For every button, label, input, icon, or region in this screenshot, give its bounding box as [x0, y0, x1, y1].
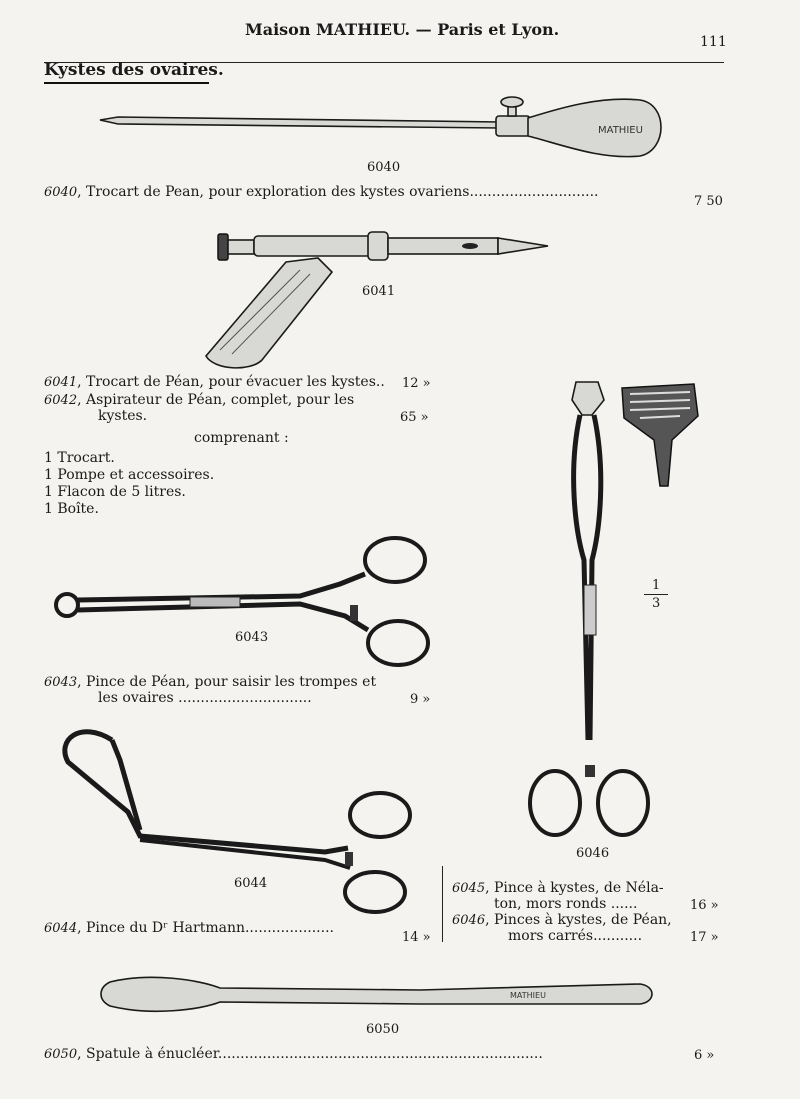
- scale-fraction-bar: [644, 594, 668, 595]
- item-6043-continued: les ovaires ..............................: [98, 690, 312, 706]
- scale-denominator: 3: [652, 596, 661, 611]
- figure-label-6041: 6041: [362, 284, 396, 299]
- item-number: 6045: [452, 881, 486, 896]
- item-6045-continued: ton, mors ronds ......: [494, 896, 638, 912]
- item-6042-continued: kystes.: [98, 408, 148, 424]
- list-item: 1 Pompe et accessoires.: [44, 467, 215, 483]
- price-6041: 12 »: [402, 376, 431, 391]
- item-number: 6043: [44, 675, 78, 690]
- item-text: , Pince à kystes, de Néla-: [485, 880, 664, 896]
- includes-heading: comprenant :: [194, 430, 289, 446]
- price-6042: 65 »: [400, 410, 429, 425]
- item-number: 6040: [44, 185, 78, 200]
- list-item: 1 Trocart.: [44, 450, 115, 466]
- item-text: , Pince du Dʳ Hartmann....................: [77, 920, 334, 936]
- price-6050: 6 »: [694, 1048, 715, 1063]
- item-6042: [44, 392, 354, 408]
- leader-dots: .........................................................................: [217, 1046, 543, 1062]
- page-number: 111: [700, 34, 727, 50]
- item-text: , Trocart de Péan, pour évacuer les kystes..: [77, 374, 385, 390]
- list-item: 1 Boîte.: [44, 501, 99, 517]
- item-text: , Pinces à kystes, de Péan,: [485, 912, 672, 928]
- figure-label-6046: 6046: [576, 846, 610, 861]
- price-6046: 17 »: [690, 930, 719, 945]
- spatula-6050-illustration: [101, 977, 652, 1011]
- trocar-6040-illustration: [100, 97, 661, 157]
- price-6043: 9 »: [410, 692, 431, 707]
- item-6045: [452, 880, 664, 896]
- item-6050: [44, 1046, 543, 1062]
- item-text: , Aspirateur de Péan, complet, pour les: [77, 392, 355, 408]
- trocar-6041-illustration: [206, 232, 548, 368]
- forceps-6043-illustration: [56, 538, 428, 665]
- column-divider: [442, 866, 443, 942]
- item-6040: [44, 184, 599, 200]
- item-text: , Trocart de Pean, pour exploration des kystes ovariens: [77, 184, 470, 200]
- item-number: 6050: [44, 1047, 78, 1062]
- figure-label-6044: 6044: [234, 876, 268, 891]
- section-underline: [44, 82, 209, 84]
- svg-text:MATHIEU: MATHIEU: [510, 991, 546, 1000]
- page-header-title: Maison MATHIEU. — Paris et Lyon.: [245, 20, 560, 39]
- item-6041: [44, 374, 385, 390]
- item-number: 6041: [44, 375, 78, 390]
- item-6046-continued: mors carrés...........: [508, 928, 643, 944]
- list-item: 1 Flacon de 5 litres.: [44, 484, 186, 500]
- leader-dots: .............................: [469, 184, 599, 200]
- price-6044: 14 »: [402, 930, 431, 945]
- price-6045: 16 »: [690, 898, 719, 913]
- figure-label-6050: 6050: [366, 1022, 400, 1037]
- item-6046: [452, 912, 672, 928]
- item-number: 6044: [44, 921, 78, 936]
- figure-label-6043: 6043: [235, 630, 269, 645]
- item-6043: [44, 674, 376, 690]
- figure-label-6040: 6040: [367, 160, 401, 175]
- price-6040: 7 50: [694, 194, 723, 209]
- section-title: Kystes des ovaires.: [44, 60, 224, 80]
- scale-numerator: 1: [652, 578, 661, 593]
- includes-list: [44, 450, 214, 518]
- item-text: , Spatule à énucléer: [77, 1046, 218, 1062]
- svg-text:MATHIEU: MATHIEU: [598, 125, 643, 136]
- item-text: , Pince de Péan, pour saisir les trompes et: [77, 674, 377, 690]
- item-number: 6042: [44, 393, 78, 408]
- item-number: 6046: [452, 913, 486, 928]
- item-6044: [44, 920, 334, 936]
- forceps-6046-illustration: [530, 382, 698, 835]
